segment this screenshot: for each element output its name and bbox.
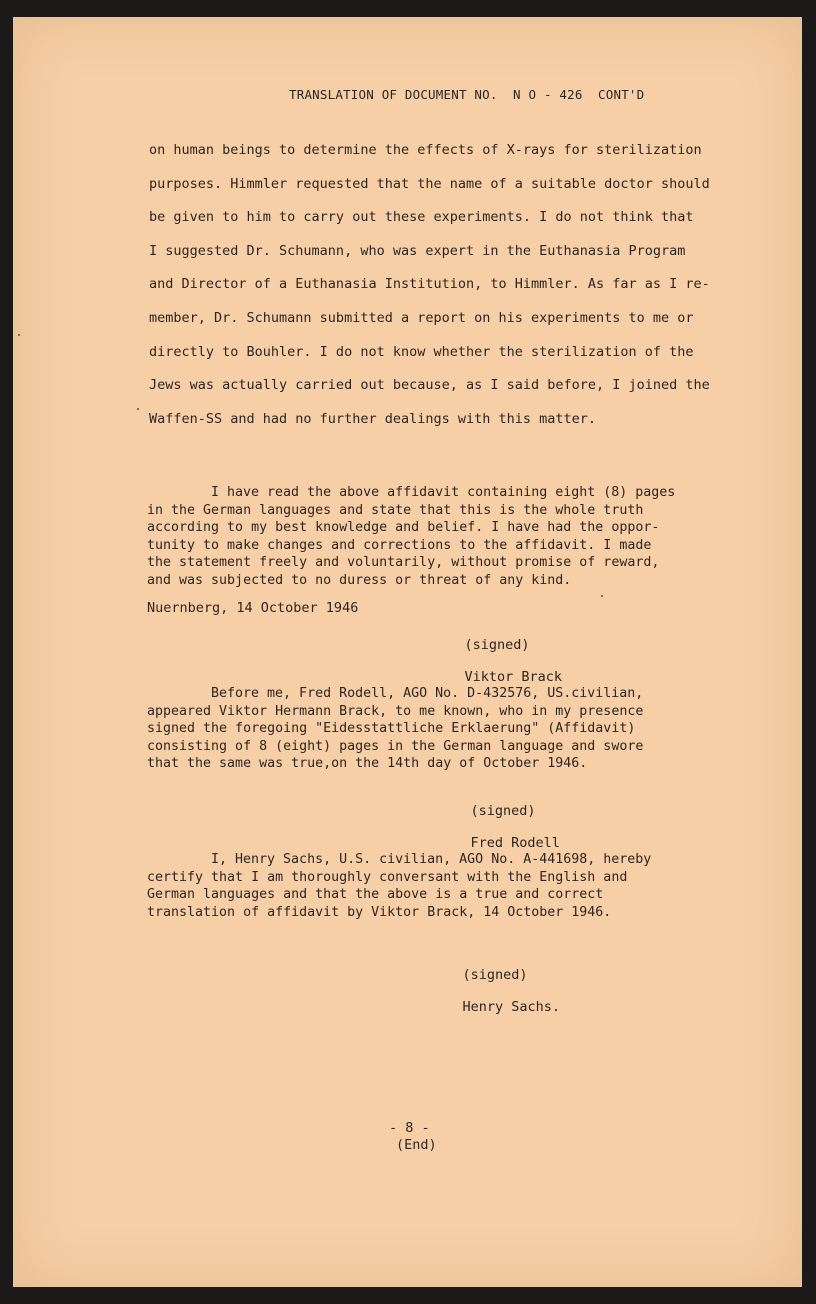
document-page — [13, 17, 802, 1287]
affidavit-statement — [147, 484, 675, 590]
end-mark: (End) — [396, 1137, 437, 1153]
signature-prefix: (signed) — [462, 967, 528, 983]
text-line: on human beings to determine the effects of X-rays for sterilization — [149, 142, 702, 158]
paper-blemish — [18, 334, 20, 336]
text-line: translation of affidavit by Viktor Brack, 14 October 1946. — [147, 904, 612, 920]
certification-sachs — [147, 851, 651, 921]
signature-name: Viktor Brack — [464, 669, 563, 685]
body-text — [149, 134, 749, 436]
signature-prefix: (signed) — [464, 637, 530, 653]
text-line: German languages and that the above is a true and correct — [147, 887, 604, 903]
text-line: certify that I am thoroughly conversant with the English and — [147, 869, 628, 885]
document-header: TRANSLATION OF DOCUMENT NO. N O - 426 CONT'D — [289, 87, 645, 102]
text-line: I, Henry Sachs, U.S. civilian, AGO No. A-441698, hereby — [211, 852, 652, 867]
text-line: signed the foregoing "Eidesstattliche Erklaerung" (Affidavit) — [147, 721, 636, 737]
text-line: I have read the above affidavit containing eight (8) pages — [211, 485, 676, 500]
text-line: directly to Bouhler. I do not know whether the sterilization of the — [149, 343, 694, 360]
signature-prefix: (signed) — [470, 803, 536, 819]
text-line: be given to him to carry out these experiments. I do not think that — [149, 209, 694, 226]
text-line: purposes. Himmler requested that the name of a suitable doctor should — [149, 175, 710, 192]
paper-blemish — [601, 595, 603, 597]
signature-name: Fred Rodell — [470, 835, 560, 851]
text-line: Before me, Fred Rodell, AGO No. D-432576, US.civilian, — [211, 686, 644, 701]
text-line: appeared Viktor Hermann Brack, to me known, who in my presence — [147, 703, 644, 719]
text-line: I suggested Dr. Schumann, who was expert in the Euthanasia Program — [149, 242, 686, 259]
text-line: Waffen-SS and had no further dealings with this matter. — [149, 410, 597, 427]
text-line: Jews was actually carried out because, as I said before, I joined the — [149, 377, 710, 394]
text-line: in the German languages and state that this is the whole truth — [147, 502, 644, 518]
signature-sachs — [430, 951, 560, 1031]
text-line: consisting of 8 (eight) pages in the German language and swore — [147, 738, 644, 754]
text-line: the statement freely and voluntarily, without promise of reward, — [147, 555, 660, 571]
text-line: and was subjected to no duress or threat of any kind. — [147, 572, 572, 588]
text-line: according to my best knowledge and belief. I have had the oppor- — [147, 520, 660, 536]
signature-name: Henry Sachs. — [462, 999, 561, 1015]
text-line: and Director of a Euthanasia Institution, to Himmler. As far as I re- — [149, 276, 710, 293]
paper-blemish — [137, 408, 139, 410]
text-line: that the same was true,on the 14th day of October 1946. — [147, 756, 588, 772]
place-date: Nuernberg, 14 October 1946 — [147, 600, 359, 616]
text-line: tunity to make changes and corrections to the affidavit. I made — [147, 537, 652, 553]
page-number: - 8 - — [389, 1120, 430, 1136]
certification-rodell — [147, 685, 643, 773]
text-line: member, Dr. Schumann submitted a report on his experiments to me or — [149, 309, 694, 326]
